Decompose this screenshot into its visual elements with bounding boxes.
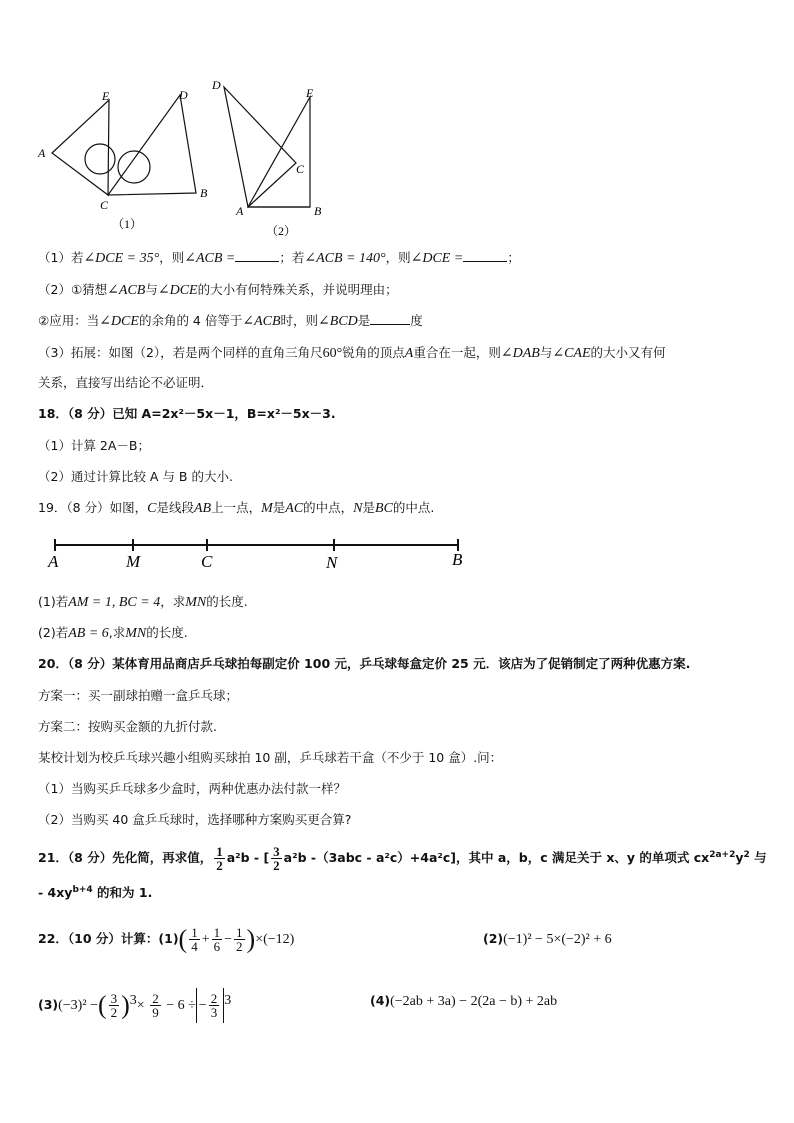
fraction-three-halves-b: $\frac{3}{2}$ (110, 991, 118, 1021)
q22-expr2: (2)(−1)² − 5×(−2)² + 6 (483, 931, 612, 947)
q18-part2: （2）通过计算比较 A 与 B 的大小. (38, 469, 233, 484)
q20-context: 某校计划为校乒乓球兴趣小组购买球拍 10 副，乒乓球若干盒（不少于 10 盒）.问： (38, 750, 503, 765)
fig2-triangle-dab (224, 87, 296, 207)
q17-part2-application: ②应用：当∠DCE的余角的 4 倍等于∠ACB时，则∠BCD是 度 (38, 313, 423, 329)
q21-line2: - $4xy^{b+4}$ 的和为 1. (38, 885, 153, 901)
q22-expr4: (4)(−2ab + 3a) − 2(2a − b) + 2ab (370, 993, 558, 1009)
point-label-m: M (126, 552, 141, 571)
fraction-two-thirds: $\frac{2}{3}$ (210, 991, 218, 1021)
q19-part2: (2)若AB = 6,求MN的长度. (38, 625, 188, 641)
fig2-label-c: C (296, 162, 305, 176)
q17-part3-cont: 关系，直接写出结论不必证明． (38, 375, 214, 390)
q17-part2: （2）①猜想∠ACB与∠DCE的大小有何特殊关系，并说明理由； (38, 282, 398, 298)
q20-part1: （1）当购买乒乓球多少盒时，两种优惠办法付款一样？ (38, 781, 346, 796)
fig2-caption: （2） (266, 224, 297, 238)
fig1-label-e: E (102, 89, 110, 103)
fig1-triangle-ace (52, 100, 109, 195)
q20-part2: （2）当购买 40 盒乒乓球时，选择哪种方案购买更合算? (38, 812, 352, 827)
fig1-label-d: D (179, 88, 188, 102)
q22-head-expr1: 22．（10 分）计算：(1)( $\frac{1}{4}$ + $\frac{1}{6}$ − $\frac{1}{2}$ )×(−12) (38, 924, 295, 954)
fraction-one-quarter: $\frac{1}{4}$ (191, 925, 198, 954)
fig2-label-b: B (314, 204, 322, 218)
q18-part1: （1）计算 2A－B； (38, 438, 151, 453)
q19-head: 19．（8 分）如图，C是线段AB上一点，M是AC的中点，N是BC的中点. (38, 500, 435, 516)
fraction-one-half-b: $\frac{1}{2}$ (236, 925, 243, 954)
absolute-value: − $\frac{2}{3}$ (196, 988, 224, 1023)
fig1-label-c: C (100, 198, 109, 212)
fraction-one-sixth: $\frac{1}{6}$ (213, 925, 221, 954)
fraction-one-half: $\frac{1}{2}$ (216, 844, 223, 874)
point-label-a: A (48, 552, 59, 571)
fig1-label-b: B (200, 186, 208, 200)
point-label-b: B (452, 550, 463, 569)
point-label-c: C (201, 552, 213, 571)
fig1-triangle-dcb (108, 95, 196, 195)
q22-expr3: (3)(−3)² −( $\frac{3}{2}$ )$^3$× $\frac{2}{9}$ − 6 ÷ − $\frac{2}{3}$ $^3$ (38, 984, 231, 1023)
q20-plan2: 方案二：按购买金额的九折付款. (38, 719, 217, 734)
fig1-circle-left (85, 144, 115, 174)
fraction-three-halves: $\frac{3}{2}$ (273, 844, 280, 874)
fig2-triangle-eab (248, 97, 310, 207)
fraction-two-ninths: $\frac{2}{9}$ (152, 991, 159, 1021)
q20-head: 20．（8 分）某体育用品商店乒乓球拍每副定价 100 元，乒乓球每盒定价 25 元．该店为了促销制定了两种优惠方案. (38, 656, 691, 671)
segment-diagram (40, 532, 480, 576)
fig2-label-e: E (306, 86, 314, 100)
q18-head: 18．（8 分）已知 A=2x²－5x－1，B=x²－5x－3. (38, 406, 336, 421)
figure-1 (34, 85, 224, 235)
q19-part1: (1)若AM = 1, BC = 4，求MN的长度. (38, 594, 248, 610)
fig2-label-d: D (212, 78, 221, 92)
q20-plan1: 方案一：买一副球拍赠一盒乒乓球； (38, 688, 239, 703)
q21-line1: 21．（8 分）先化简，再求值， $\frac{1}{2}$ a²b - [ $\frac{3}{2}$ a²b -（3abc - a²c）+4a²c]，其中 a，b，c 满足关于 x、y 的单项式 $cx^{2a+2}y^2$ 与 (38, 844, 767, 874)
answer-blank (235, 249, 279, 262)
figure-2 (206, 75, 336, 245)
fig1-circle-right (118, 151, 150, 183)
q17-part1: （1）若∠DCE = 35°，则∠ACB = ；若∠ACB = 140°，则∠DCE = ； (38, 250, 520, 266)
fig2-label-a: A (236, 204, 244, 218)
answer-blank (463, 249, 507, 262)
point-label-n: N (326, 553, 338, 572)
fig1-caption: （1） (112, 217, 143, 231)
fig1-label-a: A (38, 146, 46, 160)
q17-part3: （3）拓展：如图（2），若是两个同样的直角三角尺60°锐角的顶点A重合在一起，则∠DAB与∠CAE的大小又有何 (38, 345, 666, 361)
answer-blank (370, 312, 410, 325)
